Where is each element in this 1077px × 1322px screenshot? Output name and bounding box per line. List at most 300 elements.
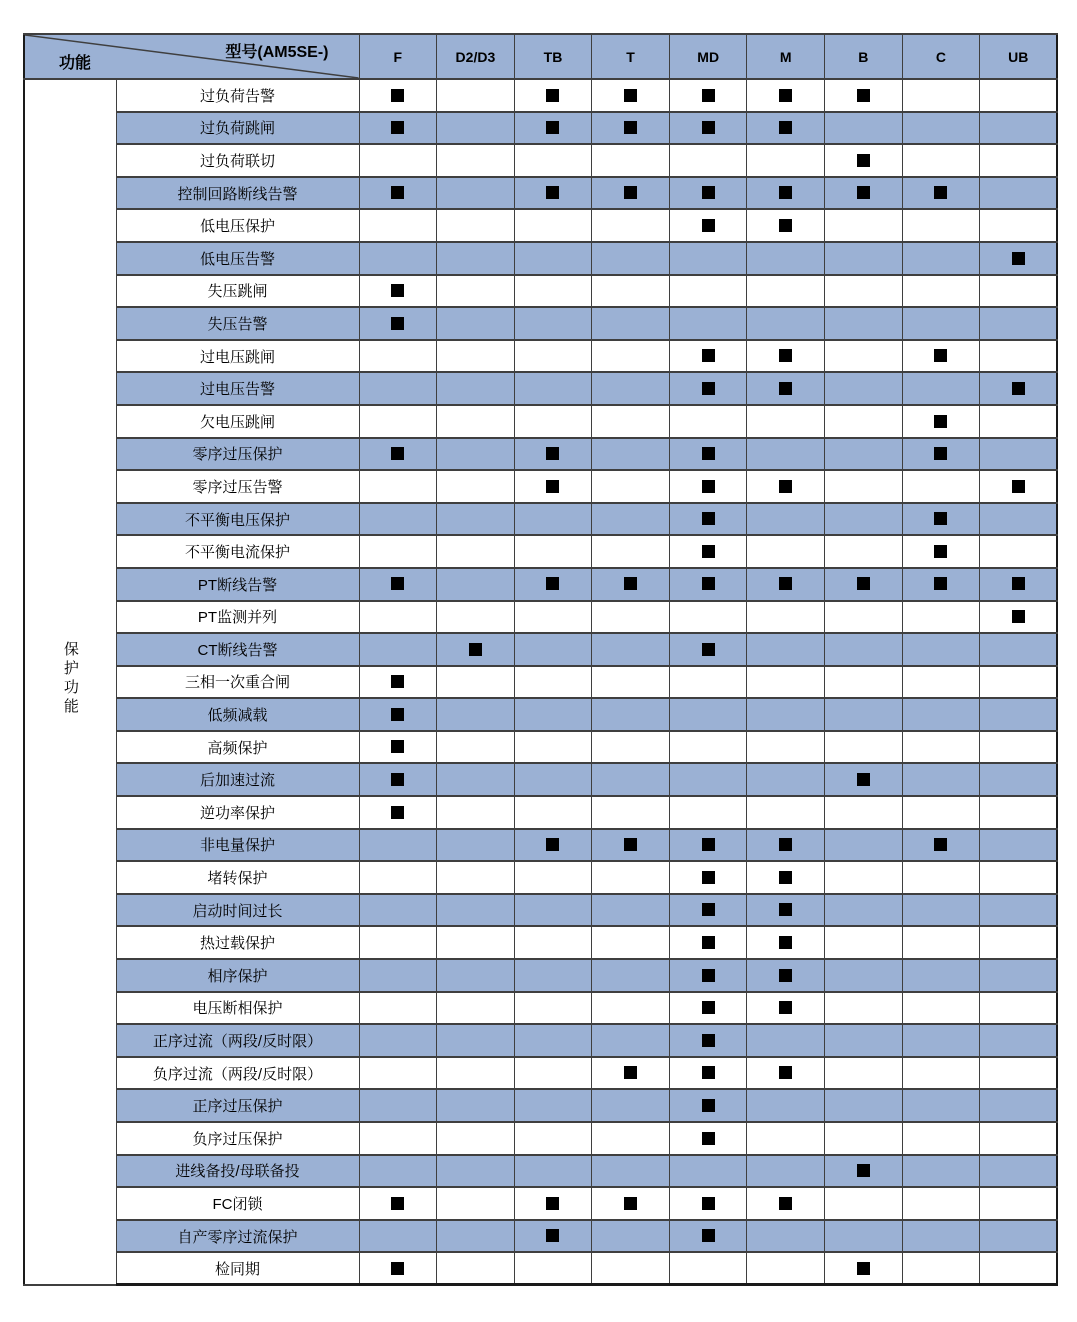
table-row [24, 405, 1057, 438]
corner-function-label: 功能 [59, 55, 92, 72]
mark-cell [592, 894, 670, 927]
row-label-cell: 后加速过流 [116, 763, 359, 796]
column-header-t: T [592, 34, 670, 79]
mark-cell [747, 1155, 825, 1188]
mark-cell [825, 405, 903, 438]
mark-cell [514, 1057, 592, 1090]
mark-cell [669, 1057, 747, 1090]
filled-square-mark [391, 1197, 404, 1210]
mark-cell [980, 861, 1058, 894]
mark-cell [359, 698, 437, 731]
mark-cell [359, 633, 437, 666]
mark-cell [825, 209, 903, 242]
filled-square-mark [779, 969, 792, 982]
mark-cell [437, 1187, 515, 1220]
mark-cell [669, 763, 747, 796]
mark-cell [437, 1220, 515, 1253]
mark-cell [669, 861, 747, 894]
table-row [24, 601, 1057, 634]
mark-cell [980, 372, 1058, 405]
mark-cell [359, 307, 437, 340]
mark-cell [980, 1089, 1058, 1122]
mark-cell [980, 1220, 1058, 1253]
mark-cell [359, 177, 437, 210]
filled-square-mark [391, 317, 404, 330]
mark-cell [592, 731, 670, 764]
mark-cell [747, 601, 825, 634]
filled-square-mark [391, 186, 404, 199]
mark-cell [825, 763, 903, 796]
mark-cell [514, 1220, 592, 1253]
mark-cell [359, 209, 437, 242]
mark-cell [825, 633, 903, 666]
filled-square-mark [934, 545, 947, 558]
mark-cell [902, 861, 980, 894]
filled-square-mark [702, 349, 715, 362]
mark-cell [514, 209, 592, 242]
mark-cell [825, 503, 903, 536]
mark-cell [825, 144, 903, 177]
mark-cell [825, 1187, 903, 1220]
mark-cell [980, 275, 1058, 308]
mark-cell [359, 796, 437, 829]
mark-cell [359, 1057, 437, 1090]
filled-square-mark [702, 186, 715, 199]
mark-cell [669, 470, 747, 503]
mark-cell [825, 177, 903, 210]
filled-square-mark [624, 121, 637, 134]
mark-cell [592, 372, 670, 405]
table-row [24, 1252, 1057, 1285]
mark-cell [902, 633, 980, 666]
mark-cell [514, 633, 592, 666]
mark-cell [592, 926, 670, 959]
mark-cell [747, 372, 825, 405]
row-label-cell: PT断线告警 [116, 568, 359, 601]
mark-cell [747, 796, 825, 829]
mark-cell [747, 144, 825, 177]
row-label-cell: 负序过流（两段/反时限） [116, 1057, 359, 1090]
mark-cell [747, 1057, 825, 1090]
mark-cell [747, 992, 825, 1025]
filled-square-mark [779, 1066, 792, 1079]
filled-square-mark [934, 512, 947, 525]
mark-cell [669, 1220, 747, 1253]
mark-cell [980, 340, 1058, 373]
mark-cell [437, 1252, 515, 1285]
mark-cell [437, 763, 515, 796]
mark-cell [592, 470, 670, 503]
mark-cell [902, 763, 980, 796]
mark-cell [437, 829, 515, 862]
mark-cell [359, 535, 437, 568]
mark-cell [980, 1187, 1058, 1220]
mark-cell [747, 112, 825, 145]
mark-cell [437, 144, 515, 177]
table-row [24, 1155, 1057, 1188]
filled-square-mark [624, 838, 637, 851]
column-header-tb: TB [514, 34, 592, 79]
row-label-cell: 控制回路断线告警 [116, 177, 359, 210]
mark-cell [592, 666, 670, 699]
mark-cell [592, 861, 670, 894]
mark-cell [825, 275, 903, 308]
mark-cell [359, 372, 437, 405]
filled-square-mark [702, 480, 715, 493]
filled-square-mark [702, 382, 715, 395]
mark-cell [669, 633, 747, 666]
filled-square-mark [391, 284, 404, 297]
mark-cell [902, 372, 980, 405]
mark-cell [902, 698, 980, 731]
mark-cell [514, 1155, 592, 1188]
mark-cell [980, 1057, 1058, 1090]
mark-cell [902, 242, 980, 275]
mark-cell [437, 894, 515, 927]
mark-cell [747, 698, 825, 731]
table-row [24, 1187, 1057, 1220]
mark-cell [902, 926, 980, 959]
filled-square-mark [857, 577, 870, 590]
filled-square-mark [779, 186, 792, 199]
mark-cell [359, 405, 437, 438]
filled-square-mark [857, 89, 870, 102]
mark-cell [902, 894, 980, 927]
mark-cell [747, 829, 825, 862]
table-row [24, 209, 1057, 242]
row-label-cell: 欠电压跳闸 [116, 405, 359, 438]
table-row [24, 763, 1057, 796]
mark-cell [747, 959, 825, 992]
mark-cell [669, 535, 747, 568]
mark-cell [902, 601, 980, 634]
mark-cell [514, 731, 592, 764]
row-label-cell: 检同期 [116, 1252, 359, 1285]
mark-cell [514, 275, 592, 308]
mark-cell [592, 796, 670, 829]
filled-square-mark [546, 577, 559, 590]
mark-cell [669, 307, 747, 340]
mark-cell [359, 112, 437, 145]
mark-cell [747, 1220, 825, 1253]
table-row [24, 568, 1057, 601]
table-row [24, 829, 1057, 862]
mark-cell [902, 731, 980, 764]
filled-square-mark [391, 447, 404, 460]
mark-cell [592, 242, 670, 275]
mark-cell [359, 144, 437, 177]
mark-cell [359, 1220, 437, 1253]
mark-cell [902, 1187, 980, 1220]
table-row [24, 731, 1057, 764]
mark-cell [592, 144, 670, 177]
row-label-cell: 不平衡电流保护 [116, 535, 359, 568]
mark-cell [592, 307, 670, 340]
row-label-cell: PT监测并列 [116, 601, 359, 634]
mark-cell [592, 503, 670, 536]
corner-model-label: 型号(AM5SE-) [225, 44, 329, 61]
mark-cell [902, 340, 980, 373]
mark-cell [437, 438, 515, 471]
table-body [24, 79, 1057, 1285]
mark-cell [980, 1252, 1058, 1285]
mark-cell [359, 503, 437, 536]
table-row [24, 633, 1057, 666]
mark-cell [514, 503, 592, 536]
mark-cell [359, 242, 437, 275]
mark-cell [669, 177, 747, 210]
mark-cell [359, 275, 437, 308]
mark-cell [592, 535, 670, 568]
row-label-cell: 启动时间过长 [116, 894, 359, 927]
mark-cell [359, 1187, 437, 1220]
mark-cell [514, 144, 592, 177]
table-row [24, 959, 1057, 992]
mark-cell [980, 177, 1058, 210]
filled-square-mark [624, 89, 637, 102]
mark-cell [669, 405, 747, 438]
table-row [24, 177, 1057, 210]
filled-square-mark [779, 903, 792, 916]
table-row [24, 535, 1057, 568]
table-row [24, 796, 1057, 829]
row-label-cell: 负序过压保护 [116, 1122, 359, 1155]
mark-cell [514, 1089, 592, 1122]
filled-square-mark [702, 1229, 715, 1242]
mark-cell [669, 894, 747, 927]
mark-cell [902, 1155, 980, 1188]
table-row [24, 861, 1057, 894]
row-label-cell: 三相一次重合闸 [116, 666, 359, 699]
table-row [24, 242, 1057, 275]
mark-cell [669, 1089, 747, 1122]
mark-cell [359, 829, 437, 862]
mark-cell [359, 79, 437, 112]
column-header-b: B [825, 34, 903, 79]
mark-cell [359, 666, 437, 699]
mark-cell [359, 601, 437, 634]
mark-cell [825, 1057, 903, 1090]
filled-square-mark [779, 1001, 792, 1014]
mark-cell [980, 503, 1058, 536]
mark-cell [980, 209, 1058, 242]
table-row [24, 112, 1057, 145]
column-header-ub: UB [980, 34, 1058, 79]
mark-cell [980, 959, 1058, 992]
mark-cell [747, 535, 825, 568]
mark-cell [592, 1024, 670, 1057]
mark-cell [514, 438, 592, 471]
mark-cell [747, 79, 825, 112]
mark-cell [747, 861, 825, 894]
mark-cell [514, 926, 592, 959]
mark-cell [980, 829, 1058, 862]
mark-cell [437, 209, 515, 242]
table-row [24, 1024, 1057, 1057]
mark-cell [437, 275, 515, 308]
mark-cell [592, 1187, 670, 1220]
mark-cell [359, 1252, 437, 1285]
filled-square-mark [391, 1262, 404, 1275]
mark-cell [359, 926, 437, 959]
filled-square-mark [1012, 480, 1025, 493]
mark-cell [980, 307, 1058, 340]
mark-cell [825, 340, 903, 373]
mark-cell [980, 1155, 1058, 1188]
mark-cell [437, 405, 515, 438]
mark-cell [669, 242, 747, 275]
mark-cell [825, 535, 903, 568]
mark-cell [980, 633, 1058, 666]
mark-cell [592, 829, 670, 862]
mark-cell [592, 275, 670, 308]
mark-cell [514, 666, 592, 699]
mark-cell [514, 568, 592, 601]
filled-square-mark [469, 643, 482, 656]
mark-cell [747, 633, 825, 666]
filled-square-mark [702, 838, 715, 851]
filled-square-mark [779, 577, 792, 590]
mark-cell [669, 372, 747, 405]
mark-cell [514, 405, 592, 438]
mark-cell [437, 633, 515, 666]
mark-cell [437, 992, 515, 1025]
mark-cell [980, 601, 1058, 634]
mark-cell [592, 209, 670, 242]
mark-cell [825, 1252, 903, 1285]
mark-cell [514, 242, 592, 275]
row-label-cell: 过负荷跳闸 [116, 112, 359, 145]
mark-cell [359, 1089, 437, 1122]
mark-cell [514, 829, 592, 862]
mark-cell [980, 992, 1058, 1025]
mark-cell [359, 470, 437, 503]
row-label-cell: 失压跳闸 [116, 275, 359, 308]
mark-cell [825, 894, 903, 927]
table-row [24, 1057, 1057, 1090]
mark-cell [437, 1122, 515, 1155]
mark-cell [980, 79, 1058, 112]
mark-cell [514, 372, 592, 405]
mark-cell [669, 340, 747, 373]
mark-cell [359, 1024, 437, 1057]
row-label-cell: 进线备投/母联备投 [116, 1155, 359, 1188]
mark-cell [669, 503, 747, 536]
mark-cell [592, 959, 670, 992]
mark-cell [592, 177, 670, 210]
row-label-cell: FC闭锁 [116, 1187, 359, 1220]
mark-cell [514, 1024, 592, 1057]
mark-cell [514, 112, 592, 145]
row-label-cell: 过负荷告警 [116, 79, 359, 112]
table-row [24, 470, 1057, 503]
mark-cell [825, 829, 903, 862]
row-label-cell: 不平衡电压保护 [116, 503, 359, 536]
mark-cell [902, 275, 980, 308]
mark-cell [825, 372, 903, 405]
mark-cell [825, 307, 903, 340]
table-row [24, 698, 1057, 731]
mark-cell [437, 1057, 515, 1090]
filled-square-mark [779, 936, 792, 949]
row-label-cell: 零序过压保护 [116, 438, 359, 471]
table-header [24, 34, 1057, 79]
row-label-cell: 低电压保护 [116, 209, 359, 242]
mark-cell [514, 861, 592, 894]
mark-cell [437, 698, 515, 731]
mark-cell [825, 1220, 903, 1253]
mark-cell [437, 601, 515, 634]
filled-square-mark [857, 1164, 870, 1177]
filled-square-mark [857, 186, 870, 199]
mark-cell [669, 112, 747, 145]
filled-square-mark [391, 806, 404, 819]
mark-cell [980, 535, 1058, 568]
row-label-cell: 过电压跳闸 [116, 340, 359, 373]
column-header-c: C [902, 34, 980, 79]
filled-square-mark [779, 480, 792, 493]
filled-square-mark [546, 480, 559, 493]
mark-cell [669, 698, 747, 731]
mark-cell [825, 796, 903, 829]
row-label-cell: 高频保护 [116, 731, 359, 764]
filled-square-mark [934, 838, 947, 851]
filled-square-mark [1012, 252, 1025, 265]
filled-square-mark [857, 773, 870, 786]
mark-cell [980, 470, 1058, 503]
mark-cell [825, 438, 903, 471]
filled-square-mark [702, 1132, 715, 1145]
mark-cell [747, 177, 825, 210]
mark-cell [980, 568, 1058, 601]
mark-cell [669, 1252, 747, 1285]
column-header-f: F [359, 34, 437, 79]
mark-cell [980, 894, 1058, 927]
filled-square-mark [624, 186, 637, 199]
mark-cell [825, 470, 903, 503]
mark-cell [437, 568, 515, 601]
table-row [24, 926, 1057, 959]
row-label-cell: 正序过压保护 [116, 1089, 359, 1122]
mark-cell [592, 405, 670, 438]
mark-cell [437, 177, 515, 210]
mark-cell [669, 666, 747, 699]
mark-cell [437, 112, 515, 145]
table-row [24, 307, 1057, 340]
filled-square-mark [934, 186, 947, 199]
mark-cell [902, 992, 980, 1025]
filled-square-mark [702, 447, 715, 460]
table-row [24, 1089, 1057, 1122]
mark-cell [437, 959, 515, 992]
mark-cell [669, 1155, 747, 1188]
mark-cell [980, 666, 1058, 699]
mark-cell [747, 894, 825, 927]
filled-square-mark [391, 708, 404, 721]
table-row [24, 79, 1057, 112]
filled-square-mark [546, 1229, 559, 1242]
filled-square-mark [934, 415, 947, 428]
mark-cell [437, 372, 515, 405]
mark-cell [980, 698, 1058, 731]
mark-cell [592, 1252, 670, 1285]
mark-cell [514, 894, 592, 927]
mark-cell [669, 275, 747, 308]
filled-square-mark [779, 121, 792, 134]
mark-cell [437, 1024, 515, 1057]
mark-cell [669, 79, 747, 112]
mark-cell [902, 959, 980, 992]
